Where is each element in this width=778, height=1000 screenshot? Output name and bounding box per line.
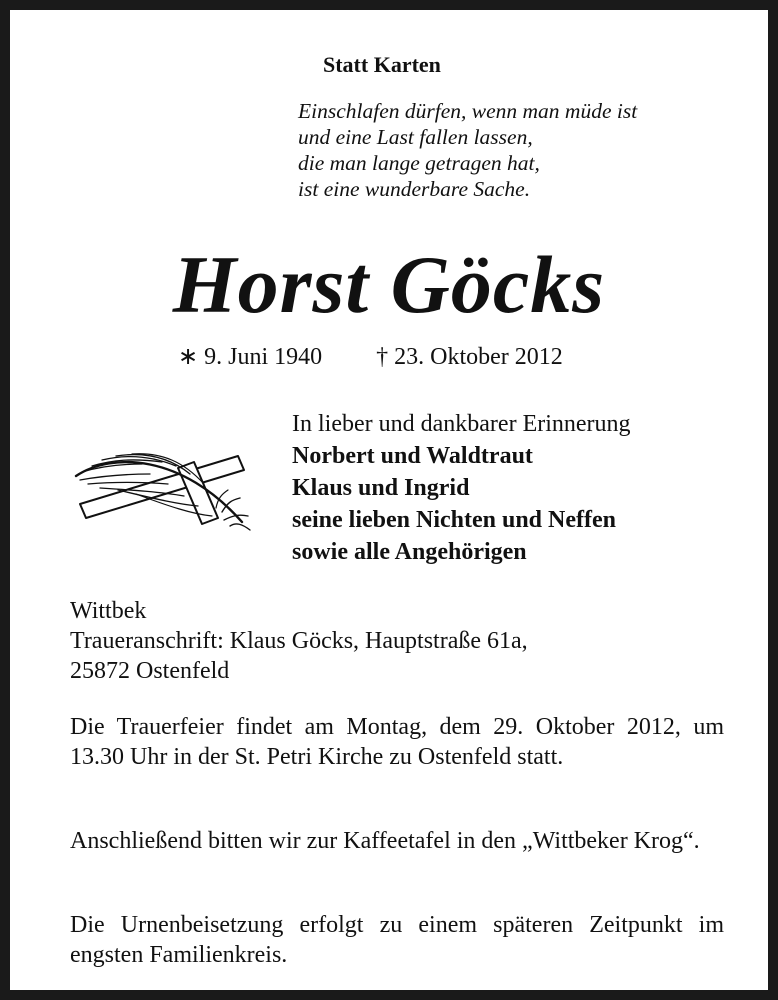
mourner-name: Norbert und Waldtraut	[292, 443, 533, 469]
poem-line: die man lange getragen hat,	[298, 151, 540, 175]
header-title: Statt Karten	[323, 52, 441, 77]
mourner-name: Klaus und Ingrid	[292, 475, 470, 501]
ceremony-paragraph: Die Trauerfeier findet am Montag, dem 29. Oktober 2012, um 13.30 Uhr in der St. Petri Kirche zu Ostenfeld statt.	[70, 714, 724, 770]
mourner-name: sowie alle Angehörigen	[292, 539, 527, 565]
coffee-paragraph: Anschließend bitten wir zur Kaffeetafel in den „Wittbeker Krog“.	[70, 828, 700, 854]
address-line: 25872 Ostenfeld	[70, 658, 230, 684]
poem-line: ist eine wunderbare Sache.	[298, 177, 531, 201]
death-date: † 23. Oktober 2012	[376, 344, 563, 370]
birth-date: ∗ 9. Juni 1940	[178, 344, 323, 370]
life-dates	[178, 342, 563, 371]
mourner-name: seine lieben Nichten und Neffen	[292, 507, 616, 533]
place: Wittbek	[70, 598, 147, 624]
mourners-intro: In lieber und dankbarer Erinnerung	[292, 411, 631, 437]
mourners-block	[292, 408, 631, 568]
burial-paragraph: Die Urnenbeisetzung erfolgt zu einem späteren Zeitpunkt im engsten Familienkreis.	[70, 912, 724, 968]
address-line: Traueranschrift: Klaus Göcks, Hauptstraße 61a,	[70, 628, 528, 654]
poem	[298, 98, 637, 202]
cross-with-palm-branch-icon	[72, 442, 254, 534]
poem-line: Einschlafen dürfen, wenn man müde ist	[298, 99, 638, 123]
address-block	[70, 596, 724, 686]
poem-line: und eine Last fallen lassen,	[298, 125, 533, 149]
deceased-name: Horst Göcks	[172, 239, 606, 330]
